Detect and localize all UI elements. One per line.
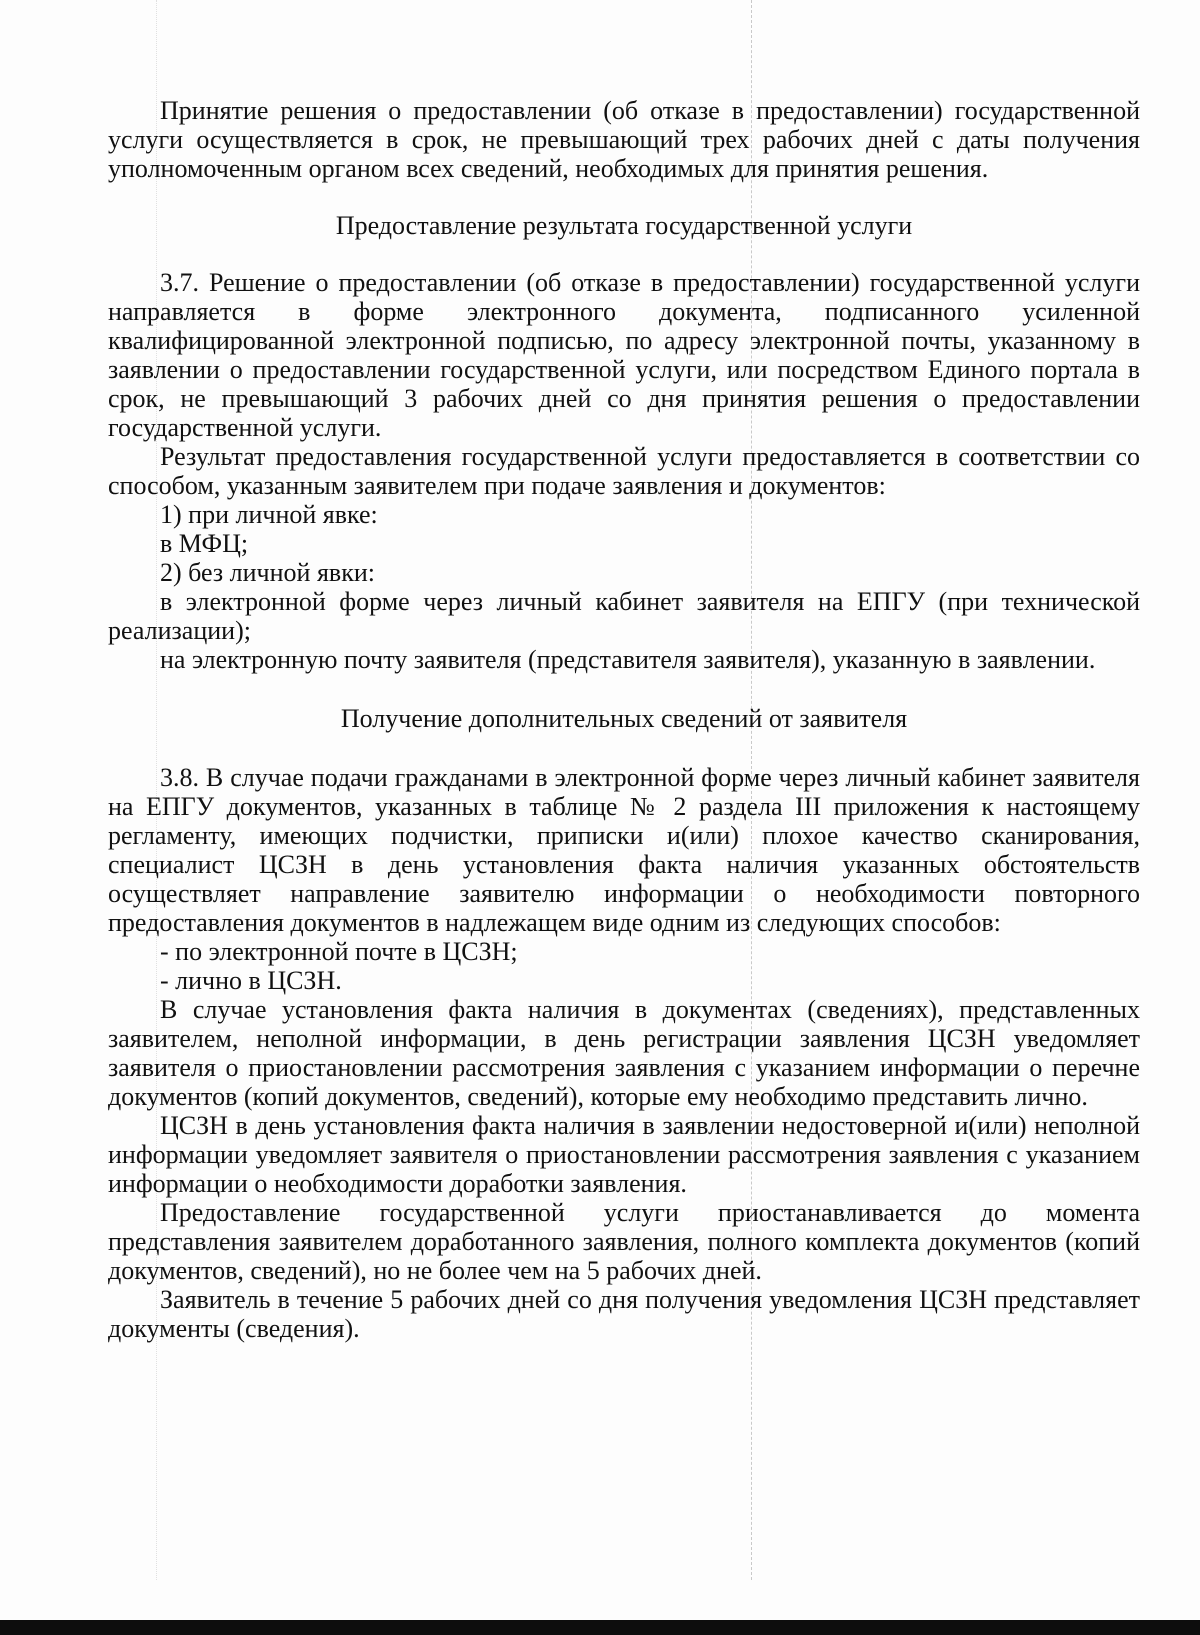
heading-result-delivery: Предоставление результата государственной услуги	[335, 211, 913, 240]
paragraph-3-8: 3.8. В случае подачи гражданами в электронной форме через личный кабинет заявителя на ЕПГУ документов, указанных в таблице № 2 раздела III приложения к настоящему регламенту, имеющих подчистки, приписки и(или) плохое качество сканирования, специалист ЦСЗН в день установления факта наличия указанных обстоятельств осуществляет направление заявителю информации о необходимости повторного предоставления документов в надлежащем виде одним из следующих способов:	[108, 763, 1140, 937]
spacer	[108, 674, 1140, 704]
list-item-epgu: в электронной форме через личный кабинет заявителя на ЕПГУ (при технической реализации);	[108, 587, 1140, 645]
spacer	[108, 183, 1140, 211]
paragraph-unreliable-info: ЦСЗН в день установления факта наличия в заявлении недостоверной и(или) неполной информации уведомляет заявителя о приостановлении рассмотрения заявления с указанием информации о необходимости доработки заявления.	[108, 1111, 1140, 1198]
list-item-mfc: в МФЦ;	[160, 529, 249, 558]
list-item-email: на электронную почту заявителя (представителя заявителя), указанную в заявлении.	[160, 645, 1096, 674]
scan-bottom-edge	[0, 1620, 1200, 1635]
paragraph-3-7: 3.7. Решение о предоставлении (об отказе в предоставлении) государственной услуги направляется в форме электронного документа, подписанного усиленной квалифицированной электронной подписью, по адресу электронной почты, указанному в заявлении о предоставлении государственной услуги, или посредством Единого портала в срок, не превышающий 3 рабочих дней со дня принятия решения о предоставлении государственной услуги.	[108, 268, 1140, 442]
list-item-method-personal: - лично в ЦСЗН.	[160, 966, 342, 995]
paragraph-incomplete-info: В случае установления факта наличия в документах (сведениях), представленных заявителем, неполной информации, в день регистрации заявления ЦСЗН уведомляет заявителя о приостановлении рассмотрения заявления с указанием информации о перечне документов (копий документов, сведений), которые ему необходимо представить лично.	[108, 995, 1140, 1111]
list-item-remote: 2) без личной явки:	[160, 558, 375, 587]
document-body	[108, 96, 1140, 1343]
list-item-personal-visit: 1) при личной явке:	[160, 500, 378, 529]
heading-additional-info: Получение дополнительных сведений от заявителя	[340, 704, 908, 733]
list-item-method-email: - по электронной почте в ЦСЗН;	[160, 937, 518, 966]
paragraph-decision-term: Принятие решения о предоставлении (об отказе в предоставлении) государственной услуги осуществляется в срок, не превышающий трех рабочих дней с даты получения уполномоченным органом всех сведений, необходимых для принятия решения.	[108, 96, 1140, 183]
paragraph-deadline: Заявитель в течение 5 рабочих дней со дня получения уведомления ЦСЗН представляет документы (сведения).	[108, 1285, 1140, 1343]
paragraph-result-method: Результат предоставления государственной услуги предоставляется в соответствии со способом, указанным заявителем при подаче заявления и документов:	[108, 442, 1140, 500]
spacer	[108, 733, 1140, 763]
paragraph-suspension: Предоставление государственной услуги приостанавливается до момента представления заявителем доработанного заявления, полного комплекта документов (копий документов, сведений), но не более чем на 5 рабочих дней.	[108, 1198, 1140, 1285]
spacer	[108, 240, 1140, 268]
